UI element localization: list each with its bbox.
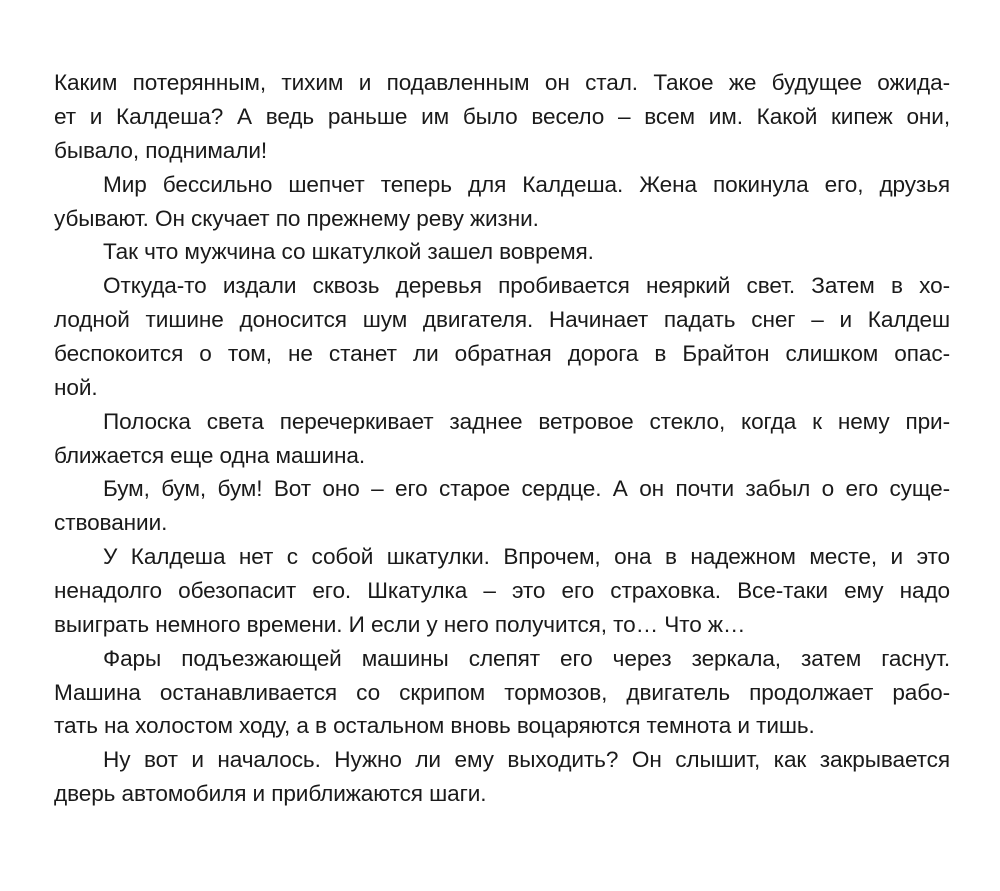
- text-line: ет и Калдеша? А ведь раньше им было весело – всем им. Какой кипеж они,: [54, 104, 950, 129]
- text-line: Так что мужчина со шкатулкой зашел вовремя.: [103, 239, 594, 264]
- text-line: тать на холостом ходу, а в остальном вновь воцаряются темнота и тишь.: [54, 713, 815, 738]
- text-line: ствовании.: [54, 510, 168, 535]
- text-line: Ну вот и началось. Нужно ли ему выходить? Он слышит, как закрывается: [103, 747, 950, 772]
- text-line: ненадолго обезопасит его. Шкатулка – это его страховка. Все-таки ему надо: [54, 578, 950, 603]
- text-line: Машина останавливается со скрипом тормозов, двигатель продолжает рабо-: [54, 680, 950, 705]
- text-line: выиграть немного времени. И если у него получится, то… Что ж…: [54, 612, 746, 637]
- text-line: ной.: [54, 375, 98, 400]
- text-line: Фары подъезжающей машины слепят его через зеркала, затем гаснут.: [103, 646, 950, 671]
- text-line: лодной тишине доносится шум двигателя. Начинает падать снег – и Калдеш: [54, 307, 950, 332]
- text-line: У Калдеша нет с собой шкатулки. Впрочем, она в надежном месте, и это: [103, 544, 950, 569]
- text-line: Бум, бум, бум! Вот оно – его старое сердце. А он почти забыл о его суще-: [103, 476, 950, 501]
- text-line: Полоска света перечеркивает заднее ветровое стекло, когда к нему при-: [103, 409, 950, 434]
- text-line: Откуда-то издали сквозь деревья пробивается неяркий свет. Затем в хо-: [103, 273, 950, 298]
- text-line: Каким потерянным, тихим и подавленным он стал. Такое же будущее ожида-: [54, 70, 950, 95]
- text-line: Мир бессильно шепчет теперь для Калдеша. Жена покинула его, друзья: [103, 172, 950, 197]
- text-line: беспокоится о том, не станет ли обратная дорога в Брайтон слишком опас-: [54, 341, 950, 366]
- text-line: убывают. Он скучает по прежнему реву жизни.: [54, 206, 539, 231]
- text-line: дверь автомобиля и приближаются шаги.: [54, 781, 487, 806]
- text-line: бывало, поднимали!: [54, 138, 268, 163]
- text-line: ближается еще одна машина.: [54, 443, 366, 468]
